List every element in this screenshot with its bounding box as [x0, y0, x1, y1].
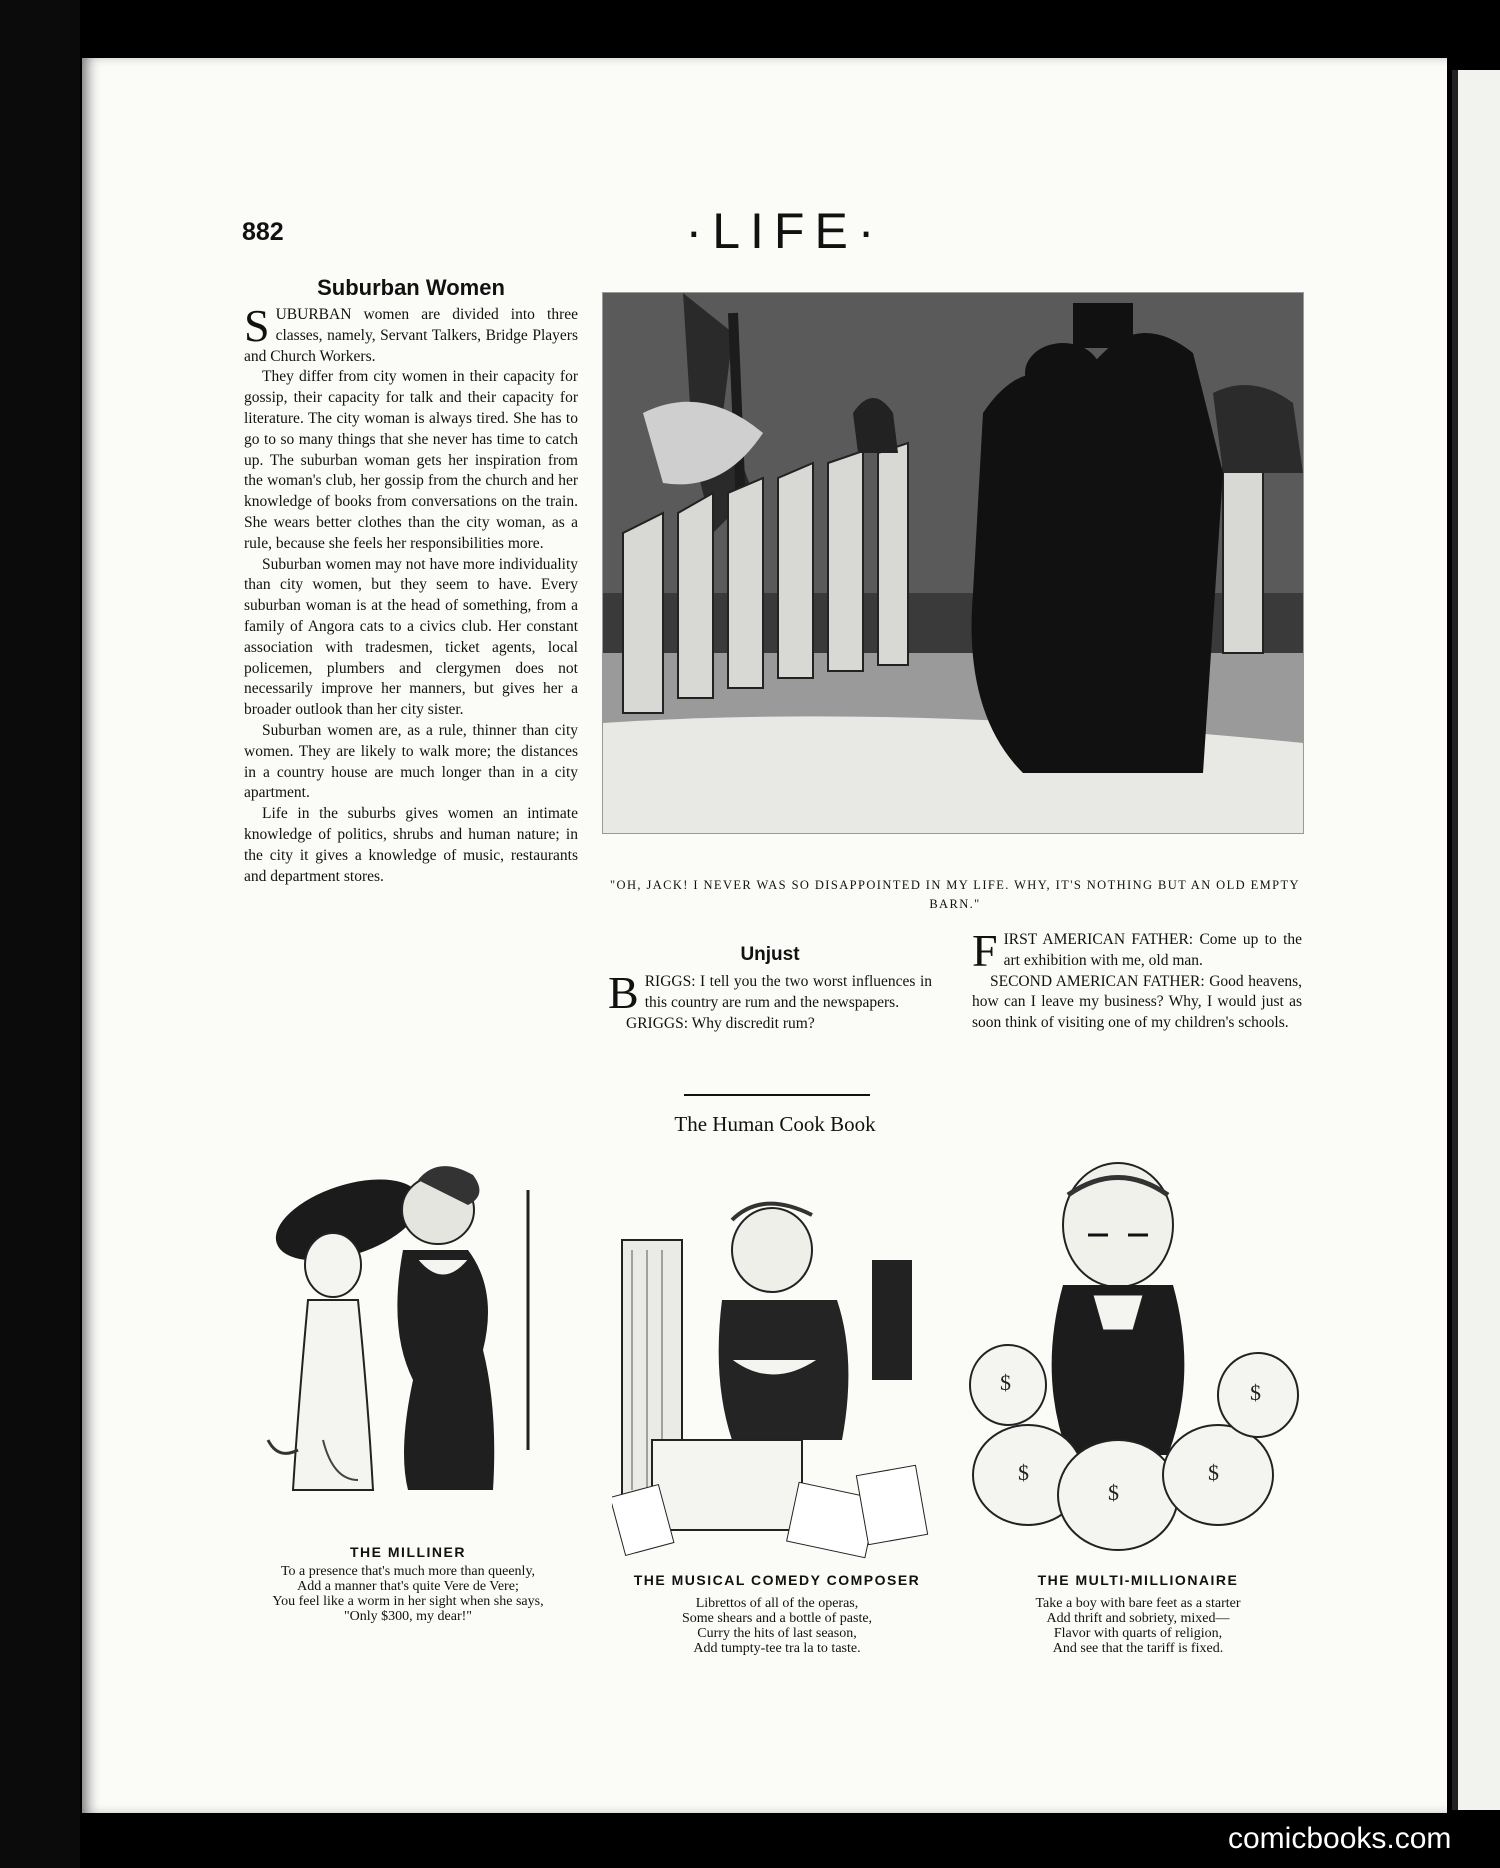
svg-text:$: $: [1018, 1460, 1029, 1485]
article-body: [608, 967, 932, 1034]
article-paragraph: SUBURBAN women are divided into three classes, namely, Servant Talkers, Bridge Players and Church Workers.: [244, 300, 578, 365]
drop-cap: S: [244, 300, 270, 351]
drop-cap: B: [608, 967, 639, 1018]
illustration-caption: "OH, JACK! I NEVER WAS SO DISAPPOINTED IN MY LIFE. WHY, IT'S NOTHING BUT AN OLD EMPTY BARN.": [610, 878, 1300, 911]
cartoon-verse: [236, 1564, 580, 1624]
drop-cap: F: [972, 925, 998, 976]
composer-drawing: [612, 1190, 942, 1590]
verse-line: Curry the hits of last season,: [697, 1626, 857, 1641]
cartoon-verse: [968, 1596, 1308, 1656]
site-watermark: comicbooks.com: [1228, 1822, 1452, 1855]
verse-line: You feel like a worm in her sight when she says,: [272, 1594, 544, 1609]
next-page-edge: [1452, 70, 1500, 1810]
verse-line: Librettos of all of the operas,: [695, 1596, 859, 1611]
fence-scene-drawing: [603, 293, 1303, 833]
article-american-fathers: [972, 925, 1302, 1034]
article-paragraph: SECOND AMERICAN FATHER: Good heavens, how can I leave my business? Why, I would just as soon think of visiting one of my children's schools.: [972, 972, 1302, 1032]
svg-text:$: $: [1108, 1480, 1119, 1505]
verse-line: Flavor with quarts of religion,: [1053, 1626, 1223, 1641]
verse-line: "Only $300, my dear!": [343, 1609, 473, 1624]
article-paragraph: They differ from city women in their capacity for gossip, their capacity for talk and their capacity for literature. The city woman is always tired. She has to go to so many things that she never has time to catch up. The suburban woman gets her inspiration from the woman's club, her gossip from the church and her knowledge of books from conversations on the train. She wears better clothes than the city woman, as a rule, because she feels her responsibilities more.: [244, 368, 578, 552]
scan-border-left: [0, 0, 80, 1868]
fence-illustration: [602, 292, 1304, 834]
svg-text:$: $: [1000, 1370, 1011, 1395]
section-divider: [684, 1094, 870, 1096]
verse-line: Add thrift and sobriety, mixed—: [1046, 1611, 1230, 1626]
milliner-drawing: [238, 1150, 580, 1530]
article-suburban-women: [244, 275, 578, 887]
millionaire-caption-block: [968, 1572, 1308, 1656]
verse-line: Take a boy with bare feet as a starter: [1035, 1596, 1241, 1611]
millionaire-drawing: [968, 1155, 1308, 1575]
article-paragraph: FIRST AMERICAN FATHER: Come up to the art exhibition with me, old man.: [972, 925, 1302, 976]
article-unjust: [608, 944, 932, 1034]
verse-line: Some shears and a bottle of paste,: [681, 1611, 873, 1626]
milliner-caption-block: [236, 1544, 580, 1624]
article-paragraph: Suburban women may not have more individuality than city women, but they seem to have. Every suburban woman is at the head of something, from a family of Angora cats to a civics club. Her constant association with tradesmen, ticket agents, local policemen, plumbers and clergymen does not necessarily improve her manners, but gives her a broader outlook than her city sister.: [244, 555, 578, 719]
verse-line: Add tumpty-tee tra la to taste.: [693, 1641, 861, 1656]
milliner-cartoon: [238, 1150, 580, 1530]
composer-cartoon: [612, 1190, 942, 1590]
cartoon-title: THE MILLINER: [350, 1544, 466, 1560]
article-body: [972, 925, 1302, 1034]
article-title: Unjust: [740, 944, 800, 965]
verse-line: And see that the tariff is fixed.: [1052, 1641, 1224, 1656]
article-paragraph: BRIGGS: I tell you the two worst influences in this country are rum and the newspapers.: [608, 967, 932, 1018]
article-body: [244, 300, 578, 887]
article-paragraph: Life in the suburbs gives women an intimate knowledge of politics, shrubs and human nature; in the city it gives a knowledge of music, restaurants and department stores.: [244, 805, 578, 885]
page-number: 882: [242, 218, 284, 246]
cartoon-verse: [612, 1596, 942, 1656]
verse-line: Add a manner that's quite Vere de Vere;: [297, 1579, 519, 1594]
composer-caption-block: [612, 1572, 942, 1656]
millionaire-cartoon: [968, 1155, 1308, 1575]
svg-text:$: $: [1208, 1460, 1219, 1485]
article-paragraph: GRIGGS: Why discredit rum?: [626, 1014, 815, 1032]
cartoon-title: THE MUSICAL COMEDY COMPOSER: [633, 1572, 921, 1588]
masthead-title: ·LIFE·: [685, 203, 885, 259]
svg-text:$: $: [1250, 1380, 1261, 1405]
article-title: Suburban Women: [317, 275, 505, 300]
verse-line: To a presence that's much more than queenly,: [280, 1564, 536, 1579]
cook-book-title: The Human Cook Book: [674, 1112, 876, 1136]
cartoon-title: THE MULTI-MILLIONAIRE: [1037, 1572, 1239, 1588]
article-paragraph: Suburban women are, as a rule, thinner than city women. They are likely to walk more; the distances in a country house are much longer than in a city apartment.: [244, 721, 578, 802]
